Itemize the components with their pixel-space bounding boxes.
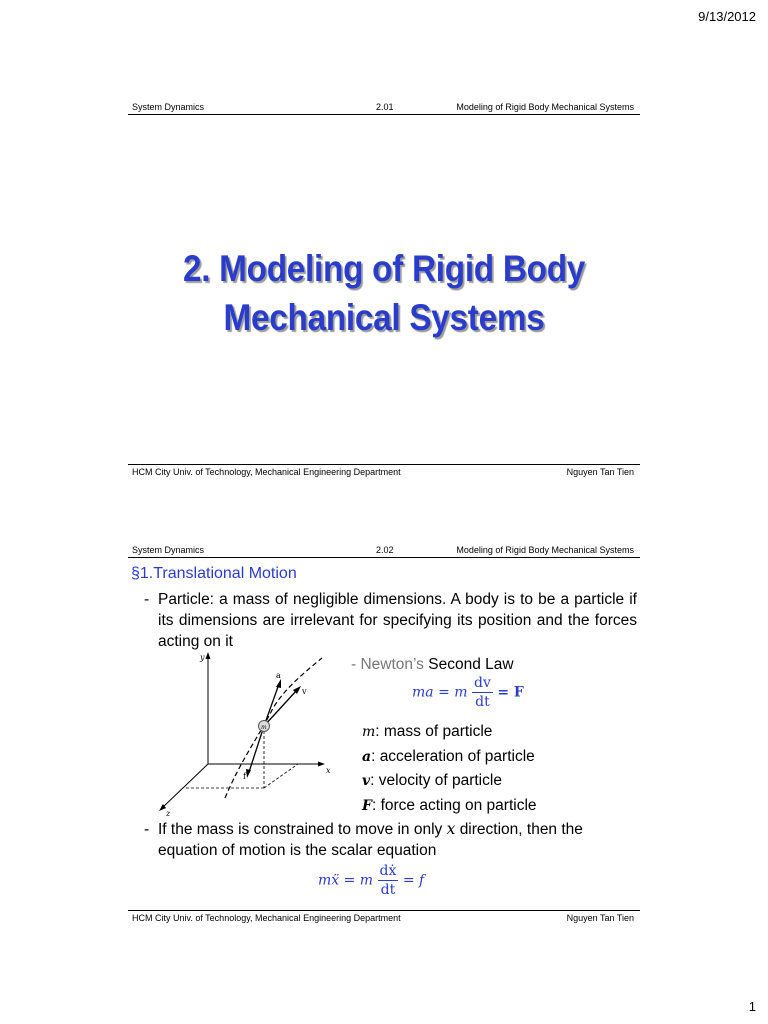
label-z: z [166,809,171,818]
bullet-particle [145,589,637,652]
bullet-constrained [145,819,637,861]
print-date: 9/13/2012 [698,9,756,24]
bullet-dash: - [144,821,150,838]
definition-item: F: force acting on particle [362,796,537,814]
footer-institution: HCM City Univ. of Technology, Mechanical Engineering Department [132,913,401,923]
bullet-constrained-text: If the mass is constrained to move in only x direction, then the equation of motion is the scalar equation [158,820,583,859]
slide2-header [128,539,640,558]
slide1-title [154,244,615,342]
acceleration-vector [264,684,279,726]
force-vector [249,726,264,772]
label-y: y [200,653,205,662]
slide2-footer [128,910,640,925]
slide1-header [128,96,640,115]
label-f: f [243,772,246,781]
velocity-vector [264,690,297,726]
definition-item: v: velocity of particle [362,772,502,789]
projection-lines [184,726,298,788]
label-x: x [326,766,331,775]
slide1-footer [128,464,640,479]
footer-institution: HCM City Univ. of Technology, Mechanical Engineering Department [132,467,401,477]
eq1-numerator: dv [473,675,491,691]
header-chapter: Modeling of Rigid Body Mechanical Systems [456,102,634,112]
header-course: System Dynamics [132,545,205,555]
x-axis-arrow [318,762,325,767]
label-m: m [261,724,267,731]
bullet-dash: - [144,591,150,608]
trajectory-path [225,658,322,798]
equation-newton [412,674,524,711]
header-chapter: Modeling of Rigid Body Mechanical Systems [456,545,634,555]
definition-item: a: acceleration of particle [362,747,535,765]
eq2-numerator: dẋ [379,863,397,879]
page-number: 1 [748,999,756,1014]
eq1-rhs: = F [497,684,524,701]
title-line-1: 2. Modeling of Rigid Body [182,248,586,289]
eq2-fraction [378,862,399,899]
particle-diagram [150,648,350,820]
section-title: §1.Translational Motion [131,565,297,582]
header-slide-number: 2.01 [376,102,394,112]
definitions-list [362,720,537,818]
header-slide-number: 2.02 [376,545,394,555]
footer-author: Nguyen Tan Tien [566,913,634,923]
eq1-lhs: ma = m [412,684,468,701]
title-line-2: Mechanical Systems [223,297,545,338]
footer-author: Nguyen Tan Tien [566,467,634,477]
label-a: a [276,671,281,680]
label-v: v [302,687,307,696]
bullet-particle-text: Particle: a mass of negligible dimensions. A body is to be a particle if its dimensions are irrelevant for specifying its position and the forces acting on it [158,591,637,650]
eq2-denominator: dt [380,882,396,898]
newton-prefix: - Newton’s [351,656,424,673]
eq1-denominator: dt [475,694,490,710]
eq2-lhs: mẍ = m [318,872,374,889]
header-course: System Dynamics [132,102,205,112]
newton-label: Second Law [428,656,514,673]
z-axis [162,764,208,808]
equation-scalar [318,862,424,899]
y-axis-arrow [206,652,211,659]
eq1-fraction [472,674,493,711]
newton-heading [351,656,514,674]
eq2-rhs: = f [402,872,425,889]
definition-item: m: mass of particle [362,723,493,740]
